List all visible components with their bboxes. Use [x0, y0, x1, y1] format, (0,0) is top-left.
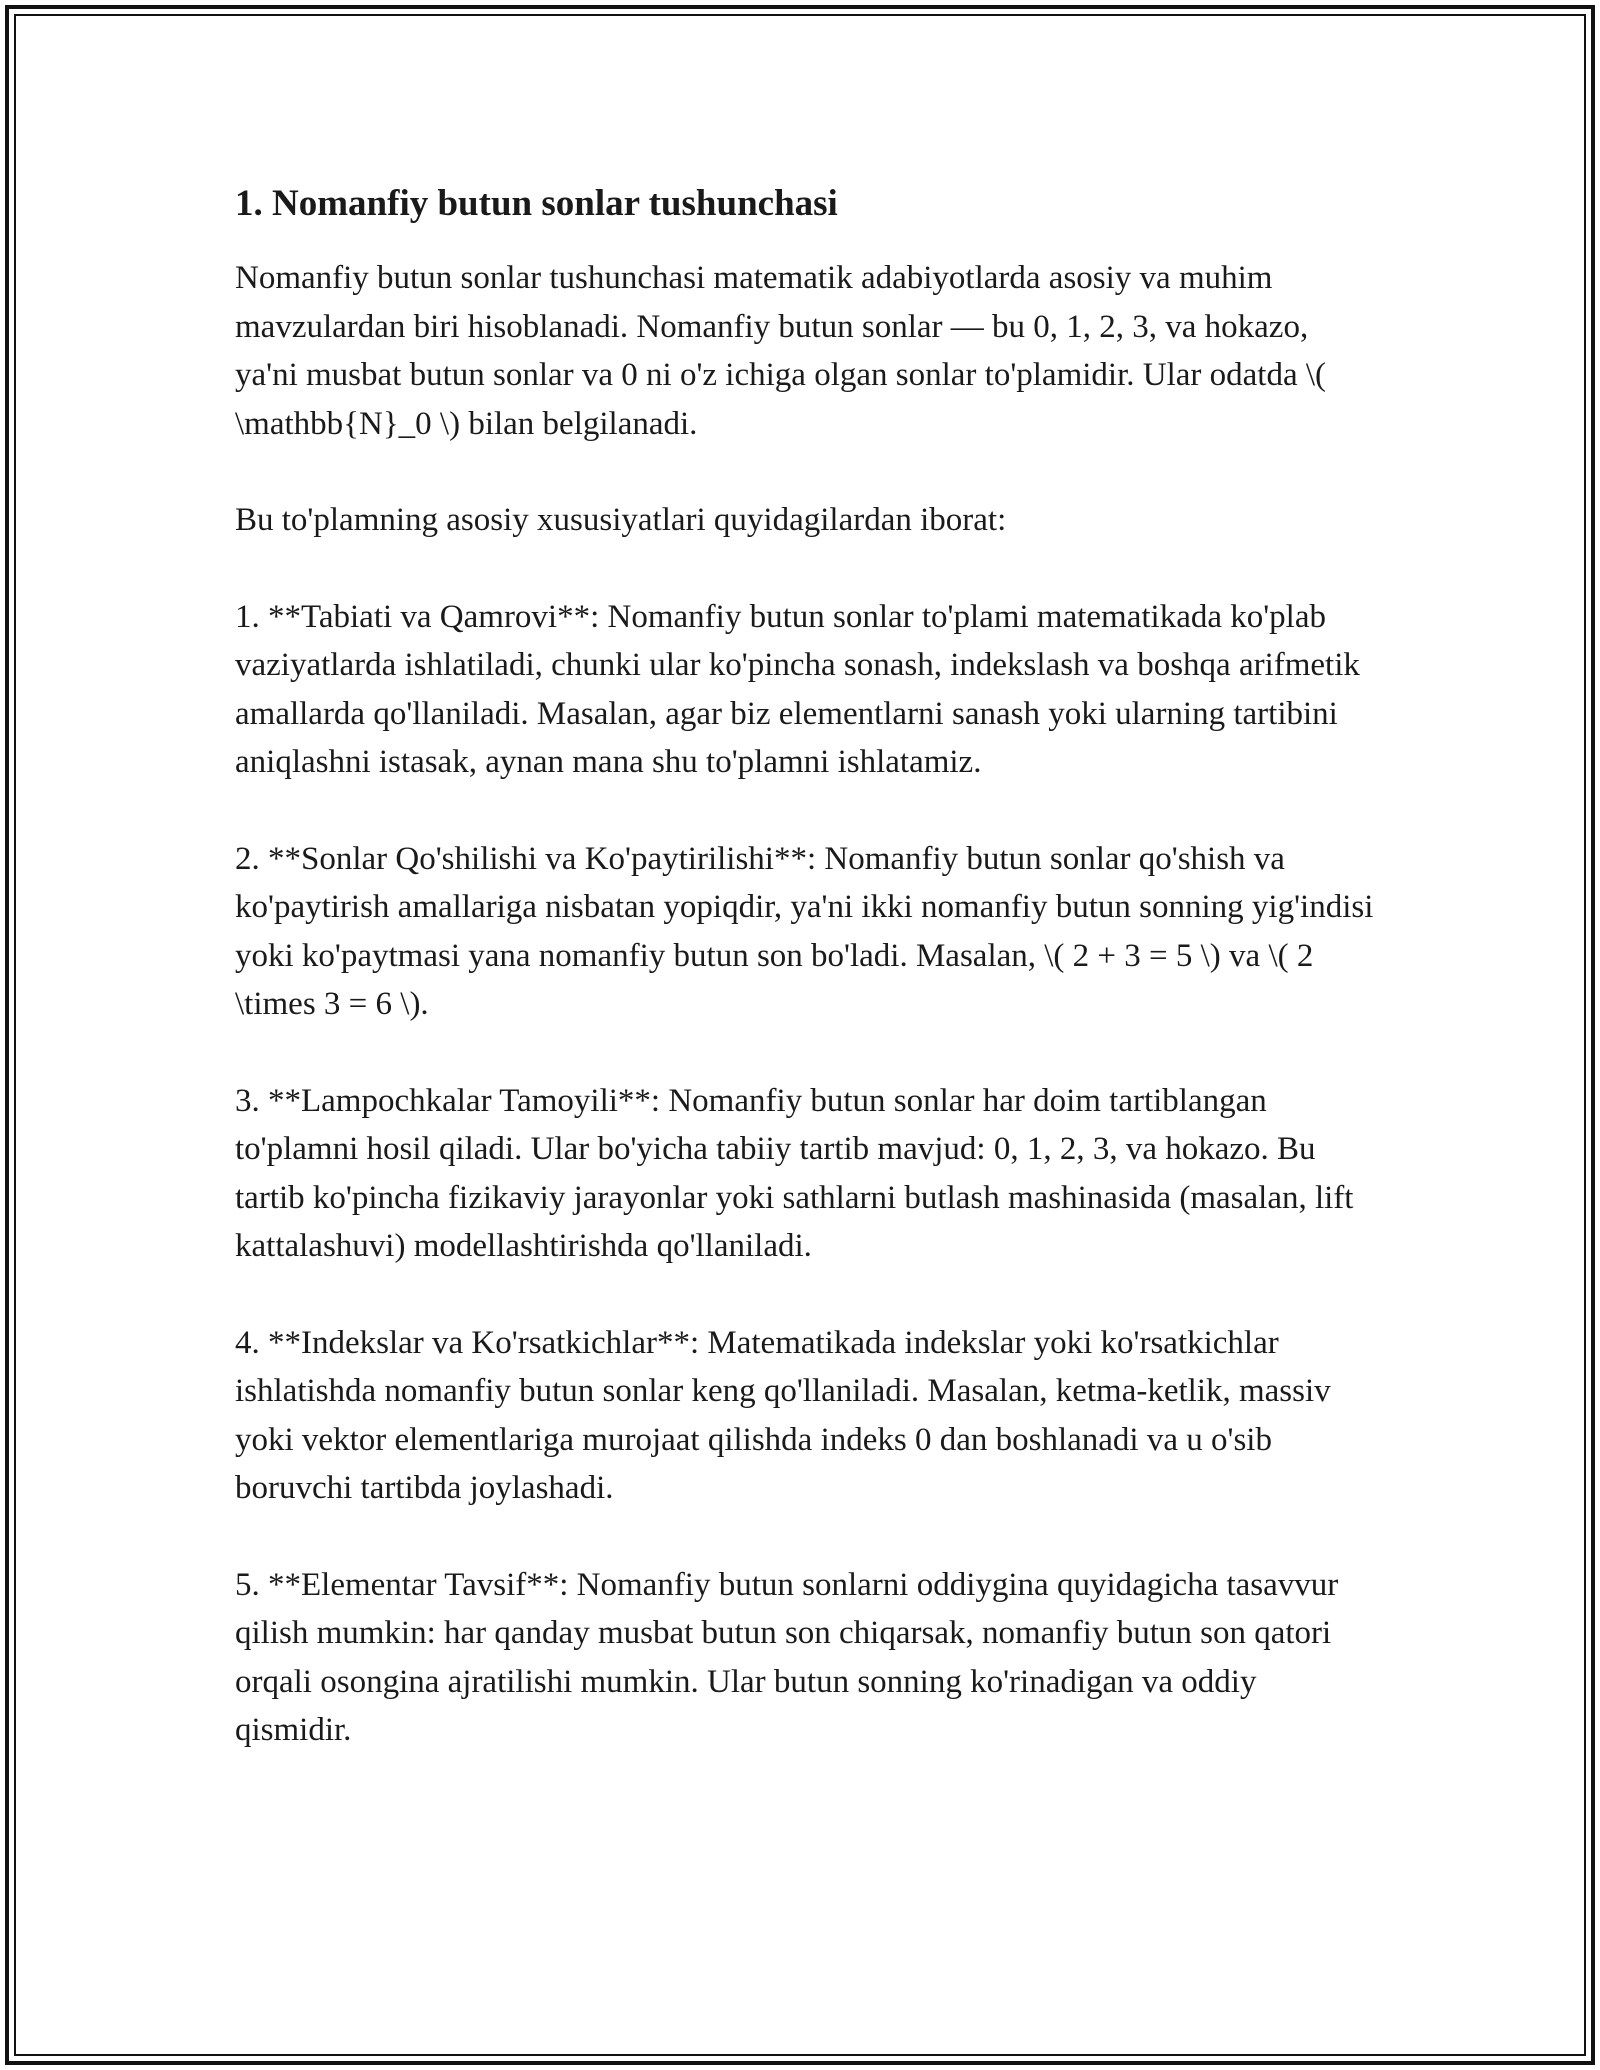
paragraph-item-1: 1. **Tabiati va Qamrovi**: Nomanfiy butun sonlar to'plami matematikada ko'plab vaziyatlarda ishlatiladi, chunki ular ko'pincha sonash, indekslash va boshqa arifmetik amallarda qo'llaniladi. Masalan, agar biz elementlarni sanash yoki ularning tartibini aniqlashni istasak, aynan mana shu to'plamni ishlatamiz.	[235, 598, 1360, 781]
paragraph-intro: Nomanfiy butun sonlar tushunchasi matematik adabiyotlarda asosiy va muhim mavzulardan biri hisoblanadi. Nomanfiy butun sonlar — bu 0, 1, 2, 3, va hokazo, ya'ni musbat butun sonlar va 0 ni o'z ichiga olgan sonlar to'plamidir. Ular odatda \( \mathbb{N}_0 \) bilan belgilanadi.	[235, 260, 1327, 442]
paragraph-item-2: 2. **Sonlar Qo'shilishi va Ko'paytirilishi**: Nomanfiy butun sonlar qo'shish va ko'paytirish amallariga nisbatan yopiqdir, ya'ni ikki nomanfiy butun sonning yig'indisi yoki ko'paytmasi yana nomanfiy butun son bo'ladi. Masalan, \( 2 + 3 = 5 \) va \( 2 \times 3 = 6 \).	[235, 840, 1374, 1023]
paragraph-item-3: 3. **Lampochkalar Tamoyili**: Nomanfiy butun sonlar har doim tartiblangan to'plamni hosil qiladi. Ular bo'yicha tabiiy tartib mavjud: 0, 1, 2, 3, va hokazo. Bu tartib ko'pincha fizikaviy jarayonlar yoki sathlarni butlash mashinasida (masalan, lift kattalashuvi) modellashtirishda qo'llaniladi.	[235, 1082, 1354, 1265]
paragraph-properties-lead: Bu to'plamning asosiy xususiyatlari quyidagilardan iborat:	[235, 502, 1007, 539]
paragraph-item-5: 5. **Elementar Tavsif**: Nomanfiy butun sonlarni oddiygina quyidagicha tasavvur qilish mumkin: har qanday musbat butun son chiqarsak, nomanfiy butun son qatori orqali osongina ajratilishi mumkin. Ular butun sonning ko'rinadigan va oddiy qismidir.	[235, 1566, 1339, 1749]
paragraph-item-4: 4. **Indekslar va Ko'rsatkichlar**: Matematikada indekslar yoki ko'rsatkichlar ishlatishda nomanfiy butun sonlar keng qo'llaniladi. Masalan, ketma-ketlik, massiv yoki vektor elementlariga murojaat qilishda indeks 0 dan boshlanadi va u o'sib boruvchi tartibda joylashadi.	[235, 1324, 1331, 1507]
document-body	[235, 180, 1375, 1803]
section-heading: 1. Nomanfiy butun sonlar tushunchasi	[235, 183, 838, 224]
